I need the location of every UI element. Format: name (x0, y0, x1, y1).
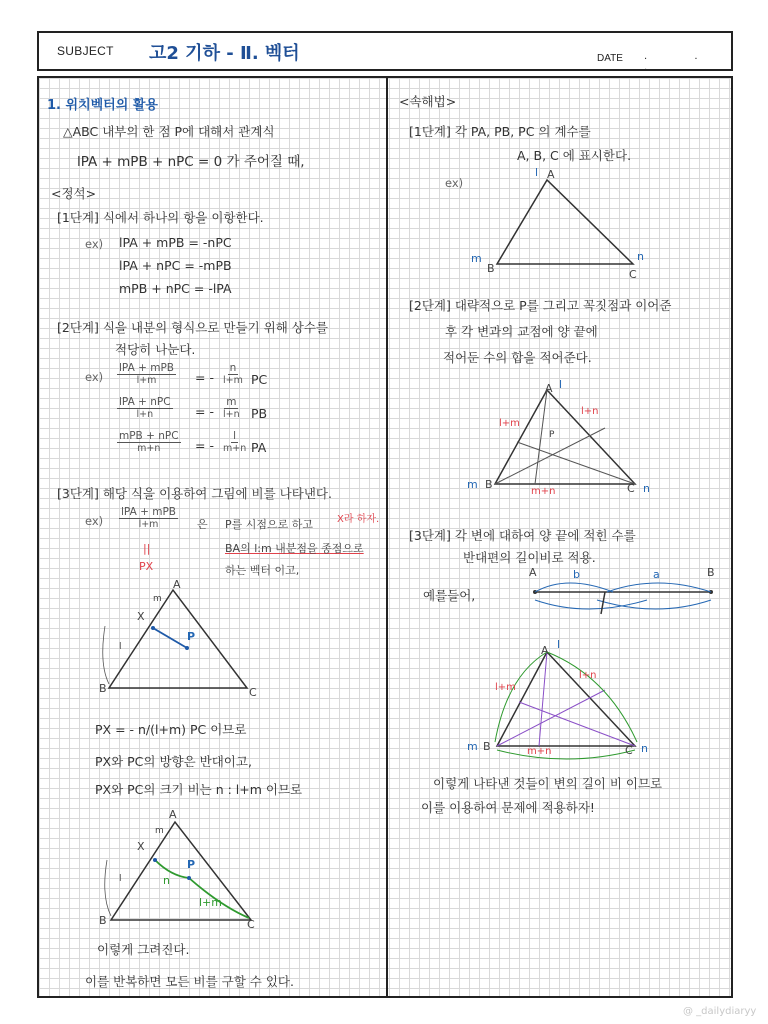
tri1-P: P (187, 630, 196, 643)
jeongseok-label: <정석> (51, 186, 97, 201)
step1-line-2: lPA + nPC = -mPB (119, 258, 232, 273)
tri5-C: C (625, 744, 633, 757)
r-step2-line-3: 적어둔 수의 합을 적어준다. (443, 350, 592, 365)
step3-desc-2: BA의 l:m 내분점을 종점으로 (225, 542, 364, 555)
step2-row3-vec: PA (251, 440, 267, 455)
relation-line: PX = - n/(l+m) PC 이므로 (95, 722, 247, 737)
tri4-A: A (545, 382, 553, 395)
r-step3-line-1: [3단계] 각 변에 대하여 양 끝에 적힌 수를 (409, 528, 636, 543)
step3-px: PX (139, 560, 154, 573)
step1-line-1: lPA + mPB = -nPC (119, 235, 232, 250)
seg-A: A (529, 566, 537, 579)
tri2-A: A (169, 808, 177, 821)
step2-row2-coef: $\frac{m}{l+n}$ (223, 396, 240, 420)
step1-ex: ex) (85, 237, 104, 251)
ratio-line: PX와 PC의 크기 비는 n : l+m 이므로 (95, 782, 303, 797)
r-ex: ex) (445, 176, 464, 190)
step2-row3-frac: mPB + nPC m+n (119, 430, 179, 454)
closing-line-2: 이를 이용하여 문제에 적용하자! (421, 800, 595, 815)
step2-label-2: 적당히 나눈다. (115, 342, 196, 357)
example-label: 예를들어, (423, 588, 476, 603)
triangle-diagram-4 (485, 384, 655, 494)
step3-eun: 은 (197, 518, 208, 531)
tri1-B: B (99, 682, 107, 695)
watermark: @ _dailydiaryy (683, 1006, 757, 1017)
tri4-mn: m+n (531, 486, 556, 497)
step2-row1-vec: PC (251, 372, 268, 387)
tri5-A: A (541, 644, 549, 657)
step2-row1-eq: = - (195, 370, 214, 385)
tri2-m: m (155, 826, 164, 836)
r-step3-line-2: 반대편의 길이비로 적용. (463, 550, 596, 565)
step3-ex: ex) (85, 514, 104, 528)
tri2-X: X (137, 840, 145, 853)
triangle-diagram-5 (487, 646, 657, 756)
r-step2-line-1: [2단계] 대략적으로 P를 그리고 꼭짓점과 이어준 (409, 298, 672, 313)
tri4-m: m (467, 478, 478, 491)
step1-label: [1단계] 식에서 하나의 항을 이항한다. (57, 210, 264, 225)
tri3-B: B (487, 262, 495, 275)
tri2-B: B (99, 914, 107, 927)
tri1-l: l (119, 642, 122, 652)
step2-row2-vec: PB (251, 406, 268, 421)
tri3-l: l (535, 166, 539, 179)
tri4-n: n (643, 482, 650, 495)
tri3-n: n (637, 250, 644, 263)
header-box (37, 31, 733, 71)
drawn-line: 이렇게 그려진다. (97, 942, 190, 957)
tri5-ln: l+n (579, 670, 597, 681)
date-dots: . . . (644, 51, 720, 73)
tri5-B: B (483, 740, 491, 753)
seg-b-label: b (573, 568, 580, 581)
tri1-m: m (153, 594, 162, 604)
r-step1-line-1: [1단계] 각 PA, PB, PC 의 계수를 (409, 124, 591, 139)
step2-row1-frac: lPA + mPB l+m (119, 362, 174, 386)
tri5-mn: m+n (527, 746, 552, 757)
tri1-A: A (173, 578, 181, 591)
tri5-n: n (641, 742, 648, 755)
subject-label: SUBJECT (57, 44, 114, 58)
step2-label-1: [2단계] 식을 내분의 형식으로 만들기 위해 상수를 (57, 320, 328, 335)
segment-diagram (527, 578, 717, 628)
tri5-lm: l+m (495, 682, 516, 693)
step3-note: X라 하자. (337, 514, 380, 525)
tri3-m: m (471, 252, 482, 265)
date-label: DATE (597, 53, 623, 64)
section-heading: 1. 위치벡터의 활용 (47, 98, 158, 113)
tri3-C: C (629, 268, 637, 281)
r-step1-line-2: A, B, C 에 표시한다. (517, 148, 632, 163)
tri4-ln: l+n (581, 406, 599, 417)
step3-desc-1: P를 시점으로 하고 (225, 518, 314, 531)
column-divider (386, 78, 388, 996)
step3-px-eq: || (143, 542, 151, 555)
tri4-C: C (627, 482, 635, 495)
direction-line: PX와 PC의 방향은 반대이고, (95, 754, 252, 769)
seg-a-label: a (653, 568, 660, 581)
step2-row3-eq: = - (195, 438, 214, 453)
repeat-line: 이를 반복하면 모든 비를 구할 수 있다. (85, 974, 294, 989)
step3-label: [3단계] 해당 식을 이용하여 그림에 비를 나타낸다. (57, 486, 332, 501)
tri1-X: X (137, 610, 145, 623)
tri4-P: P (549, 430, 555, 440)
triangle-diagram-3 (487, 174, 647, 274)
intro-line-1: △ABC 내부의 한 점 P에 대해서 관계식 (63, 124, 275, 139)
step3-desc-3: 하는 벡터 이고, (225, 564, 300, 577)
tri4-lm: l+m (499, 418, 520, 429)
tri2-l: l (119, 874, 122, 884)
step1-line-3: mPB + nPC = -lPA (119, 281, 232, 296)
seg-B: B (707, 566, 715, 579)
tri2-lm: l+m (199, 896, 222, 909)
step2-row2-frac: lPA + nPC l+n (119, 396, 171, 420)
step2-ex: ex) (85, 370, 104, 384)
step2-row3-coef: $\frac{l}{m+n}$ (223, 430, 247, 454)
r-step2-line-2: 후 각 변과의 교점에 양 끝에 (445, 324, 598, 339)
intro-line-2: lPA + mPB + nPC = 0 가 주어질 때, (77, 154, 305, 170)
shortcut-label: <속해법> (399, 94, 457, 109)
tri2-n: n (163, 874, 170, 887)
tri2-C: C (247, 918, 255, 931)
page-title: 고2 기하 - Ⅱ. 벡터 (149, 43, 300, 64)
tri3-A: A (547, 168, 555, 181)
step3-frac: lPA + mPB l+m (121, 506, 176, 530)
grid-paper (37, 76, 733, 998)
step2-row1-coef: $\frac{n}{l+m}$ (223, 362, 243, 386)
tri4-B: B (485, 478, 493, 491)
tri1-C: C (249, 686, 257, 699)
tri4-l: l (559, 378, 563, 391)
tri2-P: P (187, 858, 196, 871)
tri5-l: l (557, 638, 561, 651)
closing-line-1: 이렇게 나타낸 것들이 변의 길이 비 이므로 (433, 776, 663, 791)
tri5-m: m (467, 740, 478, 753)
step2-row2-eq: = - (195, 404, 214, 419)
